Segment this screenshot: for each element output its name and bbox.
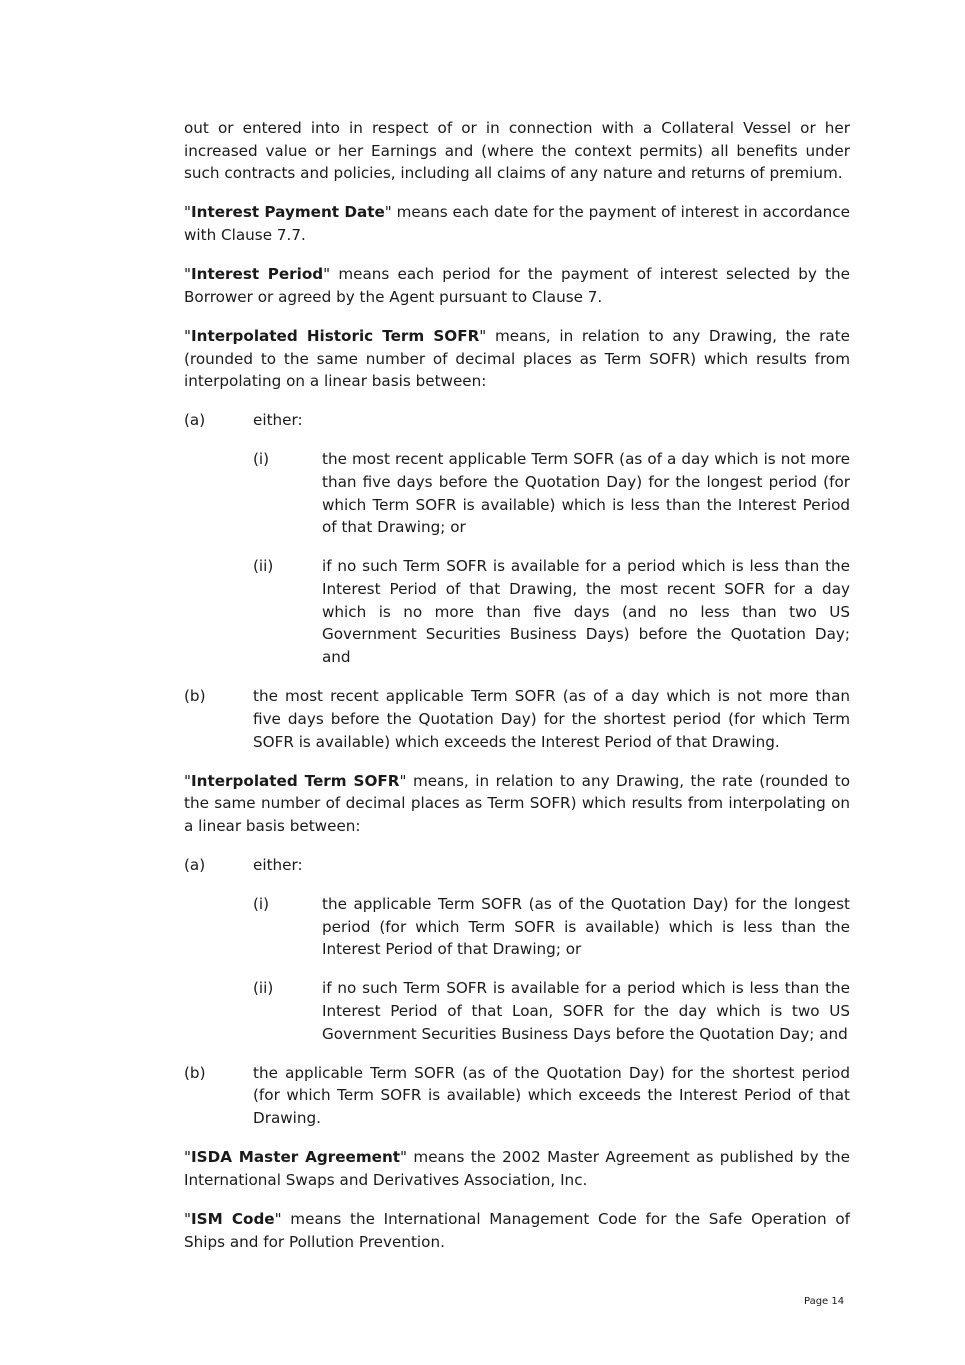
list-text: the most recent applicable Term SOFR (as of a day which is not more than five days before the Quotation Day) for the longest period (for which Term SOFR is available) which is less than the Interest Period of that Drawing; or [322, 450, 850, 537]
list-item-a [184, 409, 850, 432]
definition-interpolated-historic-term-sofr: "Interpolated Historic Term SOFR" means, in relation to any Drawing, the rate (rounded to the same number of decimal places as Term SOFR) which results from interpolating on a linear basis between: [184, 326, 851, 391]
defined-term: ISM Code [191, 1209, 275, 1228]
list-item-ii [253, 555, 850, 669]
list-item-i [253, 448, 850, 539]
definition-ism-code: "ISM Code" means the International Management Code for the Safe Operation of Ships and for Pollution Prevention. [184, 1209, 850, 1251]
list-number: (i) [253, 894, 270, 913]
list-number: (a) [184, 855, 206, 874]
list-text: the most recent applicable Term SOFR (as of a day which is not more than five days before the Quotation Day) for the shortest period (for which Term SOFR is available) which exceeds the Interest Period of that Drawing. [253, 687, 850, 751]
list-number: (a) [184, 411, 206, 430]
defined-term: Interpolated Historic Term SOFR [191, 326, 480, 345]
document-body [184, 117, 850, 1270]
list-number: (ii) [253, 557, 274, 576]
list-item-ii [253, 977, 850, 1045]
definition-interpolated-term-sofr: "Interpolated Term SOFR" means, in relation to any Drawing, the rate (rounded to the same number of decimal places as Term SOFR) which results from interpolating on a linear basis between: [184, 771, 850, 835]
list-number: (ii) [253, 979, 274, 998]
list-number: (b) [184, 687, 206, 706]
list-number: (i) [253, 450, 270, 469]
list-text: the applicable Term SOFR (as of the Quotation Day) for the longest period (for which Term SOFR is available) which is less than the Interest Period of that Drawing; or [322, 894, 850, 959]
definition-interest-payment-date: "Interest Payment Date" means each date for the payment of interest in accordance with Clause 7.7. [184, 203, 850, 245]
list-item-b [184, 1062, 850, 1130]
defined-term: Interpolated Term SOFR [191, 771, 400, 790]
list-text: either: [253, 855, 303, 874]
list-text: if no such Term SOFR is available for a period which is less than the Interest Period of that Drawing, the most recent SOFR for a day which is no more than five days (and no less than two US Government Securities Business Days) before the Quotation Day; and [322, 557, 850, 667]
list-item-a [184, 854, 850, 877]
list-text: the applicable Term SOFR (as of the Quotation Day) for the shortest period (for which Term SOFR is available) which exceeds the Interest Period of that Drawing. [253, 1063, 850, 1128]
list-text: if no such Term SOFR is available for a period which is less than the Interest Period of that Loan, SOFR for the day which is two US Government Securities Business Days before the Quotation Day; and [322, 979, 850, 1043]
continuation-paragraph: out or entered into in respect of or in connection with a Collateral Vessel or her increased value or her Earnings and (where the context permits) all benefits under such contracts and policies, including all claims of any nature and returns of premium. [184, 119, 850, 183]
definition-interest-period: "Interest Period" means each period for the payment of interest selected by the Borrower or agreed by the Agent pursuant to Clause 7. [184, 265, 850, 306]
list-item-b [184, 685, 850, 753]
defined-term: Interest Period [191, 265, 324, 284]
definition-isda-master-agreement: "ISDA Master Agreement" means the 2002 Master Agreement as published by the International Swaps and Derivatives Association, Inc. [184, 1148, 850, 1189]
defined-term: ISDA Master Agreement [191, 1148, 401, 1167]
list-number: (b) [184, 1063, 206, 1082]
page-number: Page 14 [804, 1296, 845, 1307]
defined-term: Interest Payment Date [191, 203, 385, 222]
list-item-i [253, 893, 850, 961]
list-text: either: [253, 411, 303, 430]
